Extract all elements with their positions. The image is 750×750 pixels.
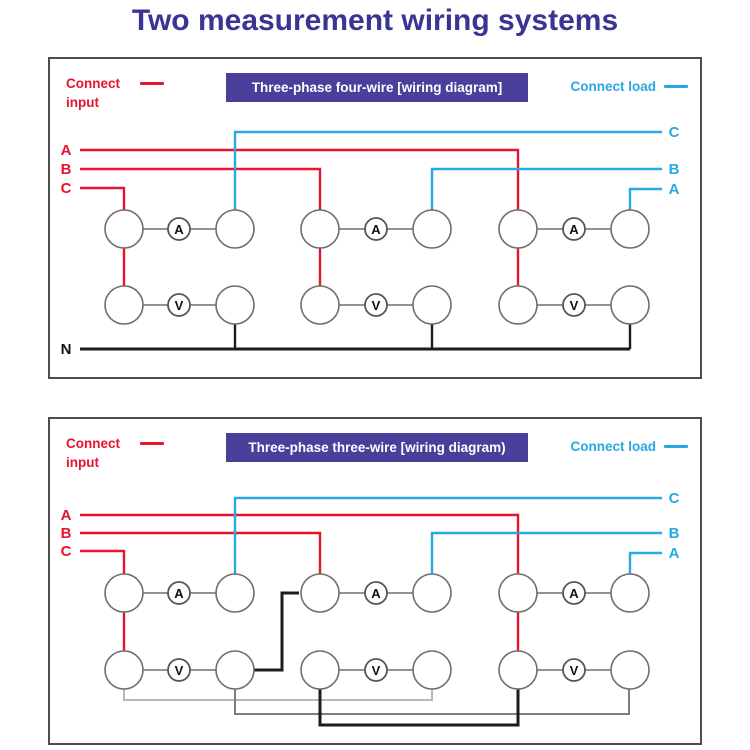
terminal-circle: [413, 286, 451, 324]
terminal-circle: [611, 210, 649, 248]
phase-b-input-wire: [80, 533, 320, 574]
ammeter-label: A: [371, 586, 381, 601]
terminal-circle: [301, 210, 339, 248]
terminal-circle: [499, 574, 537, 612]
voltmeter-label: V: [569, 298, 579, 313]
terminal-circle: [216, 286, 254, 324]
phase-c-load-label: C: [668, 124, 680, 141]
terminal-circle: [216, 574, 254, 612]
phase-c-input-wire: [80, 551, 124, 574]
three-wire-diagram: [50, 419, 700, 743]
terminal-circle: [499, 651, 537, 689]
ammeter-label: A: [569, 222, 579, 237]
voltmeter-label: V: [174, 298, 184, 313]
voltmeter-label: V: [371, 298, 381, 313]
connect-load-label: Connect load: [570, 79, 656, 94]
three-wire-panel: [48, 417, 702, 745]
ammeter-label: A: [371, 222, 381, 237]
terminal-circle: [499, 286, 537, 324]
terminal-circle: [216, 651, 254, 689]
terminal-circle: [105, 651, 143, 689]
terminal-circle: [413, 574, 451, 612]
connect-load-label: Connect load: [570, 439, 656, 454]
terminal-circle: [301, 574, 339, 612]
terminal-circle: [499, 210, 537, 248]
voltmeter-label: V: [569, 663, 579, 678]
terminal-circle: [216, 210, 254, 248]
terminal-circle: [301, 651, 339, 689]
terminal-circle: [611, 574, 649, 612]
phase-c-load-label: C: [668, 490, 680, 507]
terminal-circle: [105, 286, 143, 324]
phase-a-load-wire: [630, 189, 662, 211]
neutral-label: N: [60, 341, 72, 358]
voltmeter-label: V: [371, 663, 381, 678]
four-wire-panel: [48, 57, 702, 379]
phase-a-load-wire: [630, 553, 662, 574]
voltmeter-label: V: [174, 663, 184, 678]
phase-a-input-label: A: [60, 142, 72, 159]
page-title: Two measurement wiring systems: [131, 4, 619, 37]
four-wire-diagram: [50, 59, 700, 377]
terminal-circle: [611, 651, 649, 689]
phase-b-input-wire: [80, 169, 320, 211]
ammeter-label: A: [569, 586, 579, 601]
four-wire-badge: Three-phase four-wire [wiring diagram]: [226, 73, 528, 102]
phase-b-load-label: B: [668, 161, 680, 178]
terminal-circle: [611, 286, 649, 324]
phase-a-input-wire: [80, 150, 518, 211]
phase-a-load-label: A: [668, 181, 680, 198]
phase-c-input-label: C: [60, 180, 72, 197]
phase-a-load-label: A: [668, 545, 680, 562]
phase-b-load-wire: [432, 169, 662, 211]
terminal-circle: [413, 651, 451, 689]
phase-c-input-label: C: [60, 543, 72, 560]
phase-b-input-label: B: [60, 525, 72, 542]
phase-c-load-wire: [235, 498, 662, 574]
terminal-circle: [301, 286, 339, 324]
light-gray-link-wire: [124, 689, 432, 700]
phase-b-load-label: B: [668, 525, 680, 542]
phase-b-input-label: B: [60, 161, 72, 178]
phase-a-input-wire: [80, 515, 518, 574]
ammeter-label: A: [174, 586, 184, 601]
black-jumper-wire: [320, 689, 518, 725]
phase-c-load-wire: [235, 132, 662, 211]
three-wire-badge: Three-phase three-wire [wiring diagram): [226, 433, 528, 462]
phase-a-input-label: A: [60, 507, 72, 524]
phase-b-load-wire: [432, 533, 662, 574]
phase-c-input-wire: [80, 188, 124, 211]
connect-input-label: Connect input: [66, 76, 120, 110]
ammeter-label: A: [174, 222, 184, 237]
terminal-circle: [105, 574, 143, 612]
terminal-circle: [413, 210, 451, 248]
terminal-circle: [105, 210, 143, 248]
black-jumper-wire: [254, 593, 299, 670]
connect-input-label: Connect input: [66, 436, 120, 470]
